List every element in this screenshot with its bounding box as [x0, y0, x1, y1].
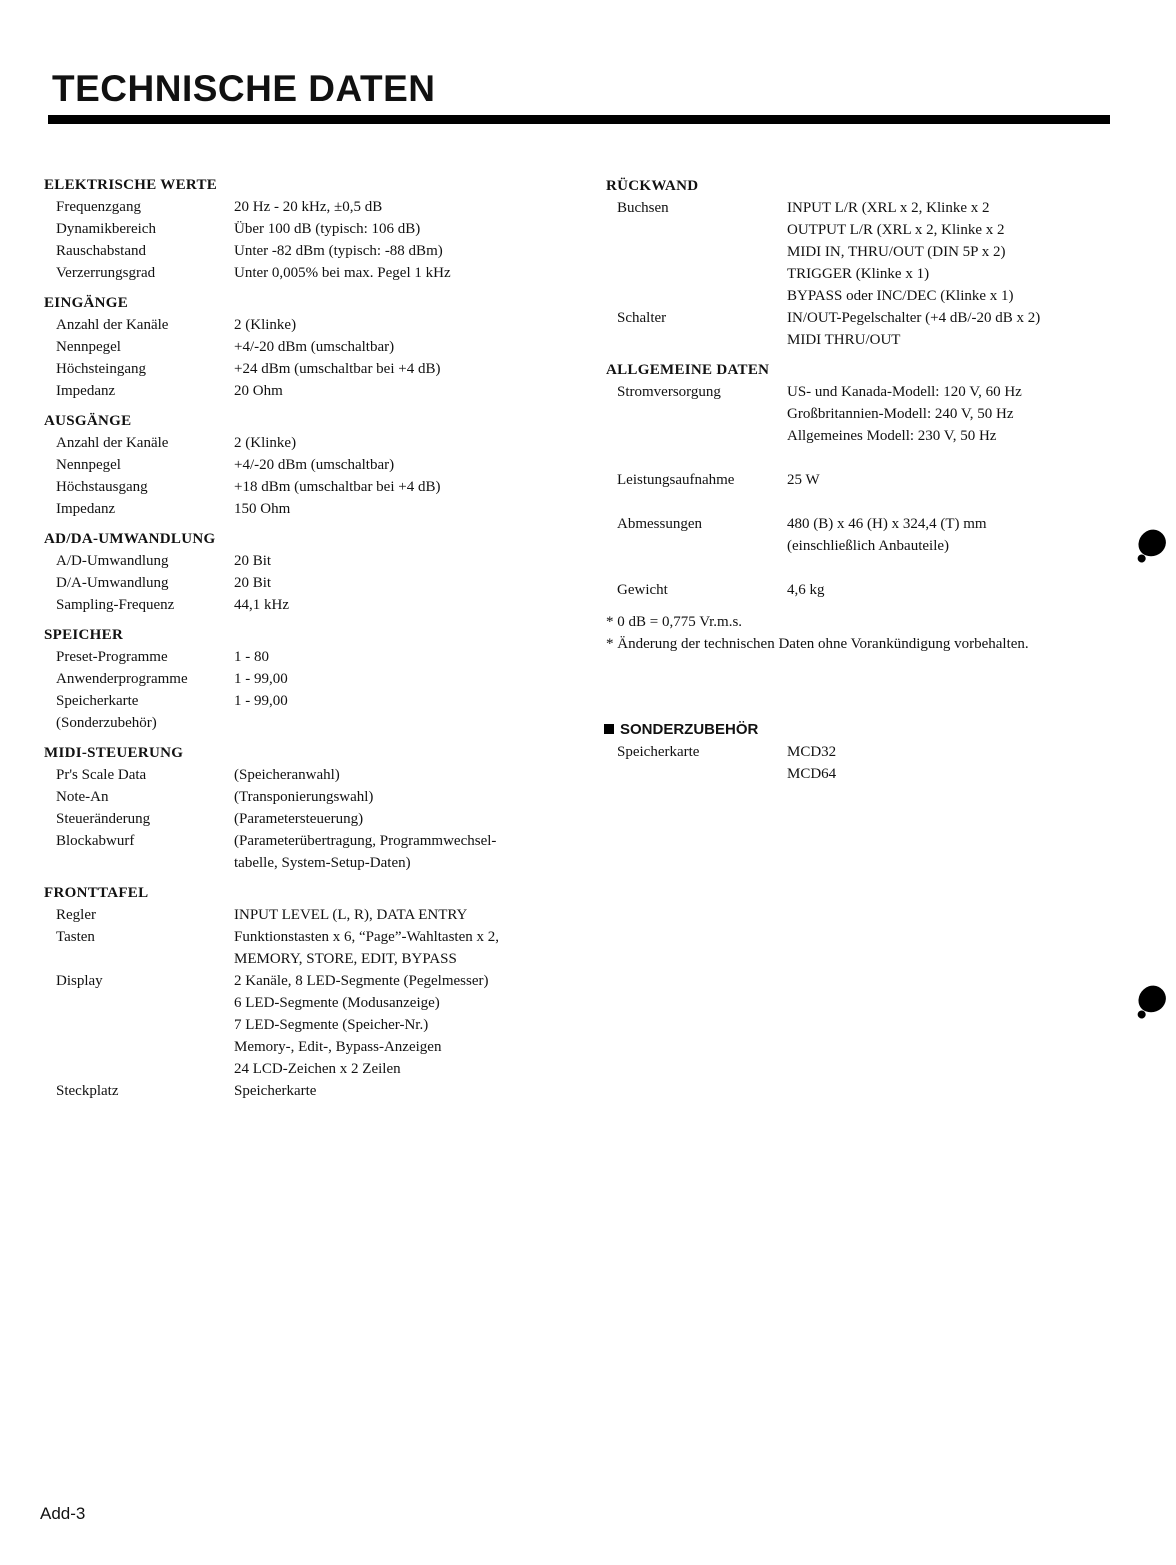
spec-value — [234, 498, 564, 520]
spec-row — [44, 380, 564, 402]
spec-value-line: (Transponierungswahl) — [234, 789, 374, 805]
spec-value — [234, 314, 564, 336]
spec-value — [234, 218, 564, 240]
spec-row — [44, 218, 564, 240]
spec-value — [234, 432, 564, 454]
spec-row — [44, 690, 564, 712]
spec-value-line: MEMORY, STORE, EDIT, BYPASS — [234, 951, 457, 967]
section-heading: FRONTTAFEL — [44, 885, 149, 901]
spec-value — [787, 491, 1126, 513]
spec-section — [606, 175, 1126, 351]
spec-row — [44, 262, 564, 284]
accessory-value: MCD32 — [787, 744, 837, 760]
spec-label: Regler — [56, 907, 96, 923]
spec-label: Preset-Programme — [56, 649, 168, 665]
spec-row — [44, 712, 564, 734]
spec-value — [234, 196, 564, 218]
spec-value — [787, 513, 1126, 557]
spec-row — [44, 594, 564, 616]
spec-row — [606, 307, 1126, 351]
spec-section — [44, 174, 564, 284]
spec-value — [787, 381, 1126, 447]
spec-row — [606, 381, 1126, 447]
spec-label: Stromversorgung — [617, 384, 721, 400]
spec-label: Nennpegel — [56, 457, 121, 473]
spec-value — [234, 454, 564, 476]
spec-value — [234, 336, 564, 358]
spec-row — [44, 904, 564, 926]
spec-value-line: (Parameterübertragung, Programmwechsel- — [234, 833, 497, 849]
right-column — [606, 175, 1126, 785]
note-line: * 0 dB = 0,775 Vr.m.s. — [606, 614, 743, 630]
section-heading: MIDI-STEUERUNG — [44, 745, 184, 761]
spec-value — [234, 262, 564, 284]
accessories-title: SONDERZUBEHÖR — [620, 721, 759, 738]
spec-value-line: 20 Bit — [234, 575, 272, 591]
left-column — [44, 174, 564, 1110]
spec-row — [44, 432, 564, 454]
spec-row — [44, 970, 564, 1080]
spec-row — [606, 557, 1126, 579]
spec-label: Steckplatz — [56, 1083, 119, 1099]
spec-row — [606, 513, 1126, 557]
spec-value — [234, 668, 564, 690]
spec-value-line: Unter 0,005% bei max. Pegel 1 kHz — [234, 265, 451, 281]
spec-row — [44, 830, 564, 874]
spec-value — [234, 690, 564, 712]
spec-value-line: 25 W — [787, 472, 820, 488]
square-bullet-icon — [604, 724, 614, 734]
spec-label: Display — [56, 973, 103, 989]
spec-label — [606, 447, 787, 469]
spec-value-line: 480 (B) x 46 (H) x 324,4 (T) mm — [787, 516, 987, 532]
spec-label: Verzerrungsgrad — [56, 265, 156, 281]
spec-row — [44, 786, 564, 808]
spec-label: A/D-Umwandlung — [56, 553, 169, 569]
spec-value-line: US- und Kanada-Modell: 120 V, 60 Hz — [787, 384, 1022, 400]
spec-label: Frequenzgang — [56, 199, 141, 215]
spec-value-line: BYPASS oder INC/DEC (Klinke x 1) — [787, 288, 1014, 304]
spec-value — [234, 358, 564, 380]
spec-label: Impedanz — [56, 383, 116, 399]
spec-value-line: Funktionstasten x 6, “Page”-Wahltasten x 2, — [234, 929, 499, 945]
spec-row — [44, 336, 564, 358]
spec-value — [787, 447, 1126, 469]
spec-label: Blockabwurf — [56, 833, 135, 849]
spec-value-line: INPUT LEVEL (L, R), DATA ENTRY — [234, 907, 468, 923]
spec-label: Anzahl der Kanäle — [56, 317, 169, 333]
spec-row — [44, 454, 564, 476]
accessory-row — [606, 741, 1126, 785]
spec-row — [44, 476, 564, 498]
spec-value-line: Über 100 dB (typisch: 106 dB) — [234, 221, 421, 237]
spec-value-line: TRIGGER (Klinke x 1) — [787, 266, 930, 282]
spec-row — [44, 808, 564, 830]
section-heading: AUSGÄNGE — [44, 413, 132, 429]
page-title: TECHNISCHE DATEN — [52, 68, 436, 109]
spec-row — [606, 469, 1126, 491]
spec-row — [44, 240, 564, 262]
spec-row — [606, 447, 1126, 469]
spec-label: Buchsen — [617, 200, 669, 216]
spec-value-line: 2 (Klinke) — [234, 435, 297, 451]
spec-value — [234, 646, 564, 668]
spec-value-line: tabelle, System-Setup-Daten) — [234, 855, 411, 871]
spec-value-line: INPUT L/R (XRL x 2, Klinke x 2 — [787, 200, 990, 216]
spec-value — [234, 970, 564, 1080]
spec-label: Sampling-Frequenz — [56, 597, 175, 613]
spec-value-line: Speicherkarte — [234, 1083, 317, 1099]
spec-value — [234, 594, 564, 616]
spec-row — [44, 498, 564, 520]
spec-label: D/A-Umwandlung — [56, 575, 169, 591]
spec-value — [234, 786, 564, 808]
spec-value-line: 7 LED-Segmente (Speicher-Nr.) — [234, 1017, 429, 1033]
spec-value — [787, 557, 1126, 579]
spec-label: Leistungsaufnahme — [617, 472, 735, 488]
spec-value — [234, 712, 564, 734]
section-heading: ELEKTRISCHE WERTE — [44, 177, 218, 193]
spec-value-line — [787, 447, 1126, 469]
spec-value — [234, 380, 564, 402]
spec-label: Schalter — [617, 310, 667, 326]
spec-value — [787, 579, 1126, 601]
spec-value-line: 2 (Klinke) — [234, 317, 297, 333]
spec-value — [234, 904, 564, 926]
spec-label: Höchsteingang — [56, 361, 146, 377]
spec-value-line: 6 LED-Segmente (Modusanzeige) — [234, 995, 440, 1011]
spec-value-line: 24 LCD-Zeichen x 2 Zeilen — [234, 1061, 401, 1077]
spec-value-line: 2 Kanäle, 8 LED-Segmente (Pegelmesser) — [234, 973, 489, 989]
right-sections — [606, 175, 1126, 601]
spec-section — [44, 742, 564, 874]
section-heading: RÜCKWAND — [606, 178, 699, 194]
title-rule — [48, 115, 1110, 124]
spec-row — [44, 572, 564, 594]
spec-label: Nennpegel — [56, 339, 121, 355]
spec-value-line: Memory-, Edit-, Bypass-Anzeigen — [234, 1039, 442, 1055]
spec-row — [606, 197, 1126, 307]
spec-value — [234, 476, 564, 498]
spec-value — [234, 926, 564, 970]
spec-label: Anzahl der Kanäle — [56, 435, 169, 451]
spec-row — [44, 314, 564, 336]
spec-section — [44, 624, 564, 734]
spec-row — [44, 1080, 564, 1102]
note-line: * Änderung der technischen Daten ohne Vorankündigung vorbehalten. — [606, 636, 1029, 652]
spec-value — [234, 830, 564, 874]
spec-section — [44, 410, 564, 520]
spec-value-line: MIDI IN, THRU/OUT (DIN 5P x 2) — [787, 244, 1006, 260]
spec-row — [44, 646, 564, 668]
spec-value-line: +18 dBm (umschaltbar bei +4 dB) — [234, 479, 441, 495]
spec-row — [44, 668, 564, 690]
spec-value-line: 20 Bit — [234, 553, 272, 569]
spec-label: Steueränderung — [56, 811, 151, 827]
spec-label: Speicherkarte — [56, 693, 139, 709]
section-heading: EINGÄNGE — [44, 295, 129, 311]
spec-value — [787, 307, 1126, 351]
page-number: Add-3 — [40, 1504, 86, 1523]
spec-label — [606, 557, 787, 579]
punch-mark-icon — [1134, 526, 1169, 560]
accessory-label: Speicherkarte — [617, 744, 700, 760]
spec-value-line: (einschließlich Anbauteile) — [787, 538, 950, 554]
spec-value-line: 1 - 80 — [234, 649, 269, 665]
spec-value-line: Unter -82 dBm (typisch: -88 dBm) — [234, 243, 443, 259]
spec-section — [44, 292, 564, 402]
spec-value-line: 150 Ohm — [234, 501, 291, 517]
spec-value-line: 44,1 kHz — [234, 597, 289, 613]
section-heading: AD/DA-UMWANDLUNG — [44, 531, 216, 547]
spec-label: Dynamikbereich — [56, 221, 156, 237]
spec-label: Rauschabstand — [56, 243, 146, 259]
spec-label: Pr's Scale Data — [56, 767, 147, 783]
spec-value — [234, 764, 564, 786]
accessory-value: MCD64 — [787, 766, 837, 782]
spec-value — [787, 469, 1126, 491]
spec-value-line: MIDI THRU/OUT — [787, 332, 901, 348]
spec-value-line: OUTPUT L/R (XRL x 2, Klinke x 2 — [787, 222, 1005, 238]
spec-value-line: Allgemeines Modell: 230 V, 50 Hz — [787, 428, 997, 444]
spec-label: Note-An — [56, 789, 109, 805]
spec-label: (Sonderzubehör) — [56, 715, 157, 731]
spec-value-line: 4,6 kg — [787, 582, 825, 598]
spec-row — [44, 358, 564, 380]
spec-row — [44, 764, 564, 786]
spec-label — [606, 491, 787, 513]
spec-section — [606, 359, 1126, 601]
spec-value — [234, 572, 564, 594]
spec-section — [44, 882, 564, 1102]
spec-label: Höchstausgang — [56, 479, 148, 495]
accessory-values — [787, 741, 1126, 785]
spec-value-line: IN/OUT-Pegelschalter (+4 dB/-20 dB x 2) — [787, 310, 1041, 326]
spec-value-line: 20 Hz - 20 kHz, ±0,5 dB — [234, 199, 383, 215]
accessories-heading — [604, 719, 1126, 741]
spec-value-line: +4/-20 dBm (umschaltbar) — [234, 339, 395, 355]
spec-value — [234, 550, 564, 572]
spec-label: Abmessungen — [617, 516, 702, 532]
spec-value-line — [787, 557, 1126, 579]
spec-value-line: +4/-20 dBm (umschaltbar) — [234, 457, 395, 473]
spec-row — [606, 491, 1126, 513]
spec-value-line: (Parametersteuerung) — [234, 811, 364, 827]
spec-value — [234, 808, 564, 830]
spec-value — [234, 240, 564, 262]
spec-value — [234, 1080, 564, 1102]
spec-value-line: 20 Ohm — [234, 383, 283, 399]
spec-row — [606, 579, 1126, 601]
spec-row — [44, 196, 564, 218]
spec-value-line — [787, 491, 1126, 513]
spec-section — [44, 528, 564, 616]
spec-label: Gewicht — [617, 582, 668, 598]
spec-row — [44, 550, 564, 572]
section-heading: SPEICHER — [44, 627, 124, 643]
spec-value — [787, 197, 1126, 307]
spec-value-line: 1 - 99,00 — [234, 693, 288, 709]
notes — [606, 611, 1126, 655]
spec-label: Anwenderprogramme — [56, 671, 188, 687]
spec-value-line: +24 dBm (umschaltbar bei +4 dB) — [234, 361, 441, 377]
spec-value-line — [234, 712, 564, 734]
spec-value-line: (Speicheranwahl) — [234, 767, 340, 783]
spec-row — [44, 926, 564, 970]
spec-label: Tasten — [56, 929, 95, 945]
section-heading: ALLGEMEINE DATEN — [606, 362, 770, 378]
spec-value-line: Großbritannien-Modell: 240 V, 50 Hz — [787, 406, 1014, 422]
spec-label: Impedanz — [56, 501, 116, 517]
punch-mark-icon — [1134, 982, 1169, 1016]
spec-value-line: 1 - 99,00 — [234, 671, 288, 687]
